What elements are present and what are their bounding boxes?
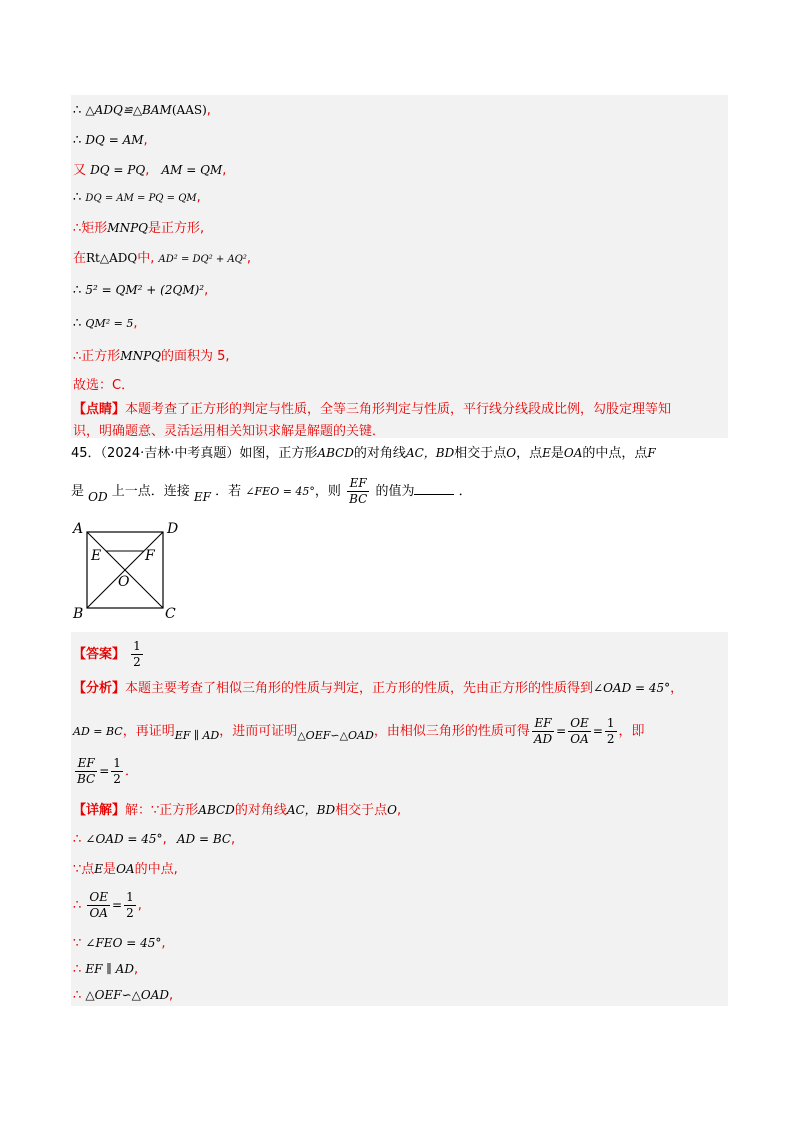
answer-fraction: [131, 639, 143, 670]
question-source: （2024·吉林·中考真题）如图，正方形: [100, 446, 318, 461]
formula: ∠OAD = 45°: [593, 681, 671, 695]
formula: E: [94, 862, 104, 876]
label-d: D: [167, 521, 179, 537]
punct: ,: [143, 133, 148, 148]
comment-line-1: [73, 399, 671, 421]
denominator: BC: [349, 492, 368, 506]
text: 的对角线: [234, 803, 287, 818]
therefore-symbol: ∴: [73, 316, 82, 331]
analysis-line-3: [73, 752, 138, 791]
text: ，再证明: [122, 724, 175, 739]
formula: ∠FEO = 45°: [245, 485, 315, 498]
formula: AD² = DQ² + AQ²: [158, 254, 247, 265]
proof-line: [73, 279, 208, 302]
analysis-tag: 【分析】: [73, 681, 126, 696]
numerator: OE: [89, 890, 109, 904]
text: 是正方形,: [147, 221, 205, 236]
text: 是: [103, 862, 117, 877]
because-symbol: ∵点: [73, 862, 95, 877]
text: ，进而可证明: [219, 724, 298, 739]
detail-line-7: [73, 984, 173, 1007]
text: 的中点,: [134, 862, 178, 877]
punct: ,: [162, 832, 167, 847]
numerator: EF: [75, 756, 97, 772]
label-b: B: [73, 606, 84, 622]
text: 相交于点: [335, 803, 388, 818]
answer-tag: 【答案】: [73, 647, 126, 662]
punct: ,: [133, 962, 139, 977]
label-c: C: [165, 606, 176, 622]
punct: ,: [246, 251, 252, 266]
punct: ,: [145, 163, 150, 178]
fraction: [532, 716, 554, 747]
therefore-symbol: ∴: [73, 133, 82, 148]
analysis-text: 本题主要考查了相似三角形的性质与判定，正方形的性质，先由正方形的性质得到: [125, 681, 594, 696]
numerator: OE: [570, 716, 589, 730]
formula: OA: [116, 862, 135, 876]
punct: ,: [168, 988, 174, 1003]
document-page: [71, 0, 728, 1132]
fraction: [75, 756, 97, 787]
punct: ，: [670, 681, 684, 696]
numerator: 1: [133, 639, 141, 653]
therefore-symbol: ∴: [73, 832, 82, 847]
text: ∴矩形: [73, 221, 108, 236]
equals: =: [556, 724, 567, 738]
denominator: 2: [133, 655, 141, 669]
answer-blank: [414, 482, 454, 495]
formula: AD = BC: [73, 725, 123, 738]
question-line-2: [71, 476, 472, 507]
formula: OD: [88, 490, 108, 504]
denominator: 2: [126, 906, 134, 920]
text: ，由相似三角形的性质可得: [373, 724, 530, 739]
therefore-symbol: ∴: [73, 103, 82, 118]
therefore-symbol: ∴: [73, 283, 82, 298]
punct: ,: [222, 163, 227, 178]
label-f: F: [145, 548, 155, 564]
punct: ,: [396, 803, 402, 818]
formula: 5² = QM² + (2QM)²: [85, 283, 205, 297]
therefore-symbol: ∴: [73, 962, 82, 977]
formula: AM = QM: [161, 163, 223, 177]
solution-block: [71, 632, 728, 1006]
solution-continuation-block: [71, 95, 728, 438]
proof-line-congruent: [73, 99, 211, 122]
analysis-line-2: [73, 714, 645, 749]
formula: △OEF∽△OAD: [297, 729, 374, 742]
denominator: OA: [89, 906, 108, 920]
punct: ,: [204, 283, 209, 298]
formula: (AAS): [171, 103, 207, 117]
denominator: 2: [113, 772, 121, 786]
text: 的中点，点: [582, 446, 648, 461]
formula: E: [542, 446, 551, 460]
detail-line-2: [73, 828, 235, 851]
proof-line: [73, 313, 137, 335]
formula: △ADQ≌△BAM: [85, 103, 172, 117]
proof-line-pythagoras: [73, 247, 251, 271]
fraction: [605, 716, 617, 747]
punct: ．: [458, 484, 472, 499]
square-diagram: [71, 518, 186, 626]
formula: DQ = AM = PQ = QM: [85, 193, 197, 204]
comment-tag: 【点睛】: [73, 402, 126, 417]
formula: AC，BD: [286, 803, 336, 817]
detail-line-4: [73, 886, 142, 925]
answer-line: [73, 638, 145, 672]
formula: OA: [563, 446, 583, 460]
text: 上一点．连接: [111, 484, 190, 499]
punct: ．: [124, 764, 138, 779]
numerator: EF: [347, 476, 369, 492]
detail-line-6: [73, 958, 138, 981]
proof-line: [73, 345, 230, 368]
text: 解：∵正方形: [125, 803, 199, 818]
formula: EF ∥ AD: [85, 962, 134, 976]
formula: AD = BC: [176, 832, 232, 846]
therefore-symbol: ∴: [73, 898, 82, 913]
denominator: OA: [570, 732, 589, 746]
formula: △OEF∽△OAD: [85, 988, 169, 1002]
denominator: AD: [533, 732, 553, 746]
formula: ABCD: [317, 446, 354, 460]
because-symbol: ∵: [73, 936, 82, 951]
numerator: 1: [113, 756, 121, 770]
detail-line-5: [73, 932, 166, 955]
formula: MNPQ: [120, 349, 161, 363]
formula: EF: [193, 490, 212, 504]
formula: DQ = AM: [85, 133, 144, 147]
denominator: BC: [77, 772, 96, 786]
formula: Rt△ADQ: [86, 251, 138, 265]
punct: ,: [206, 103, 211, 118]
fraction: [568, 716, 591, 747]
formula: O: [387, 803, 397, 817]
fraction: [87, 890, 110, 921]
text: 是: [71, 484, 85, 499]
detail-line-1: [73, 799, 401, 822]
text: ，点: [516, 446, 543, 461]
therefore-symbol: ∴: [73, 988, 82, 1003]
label-a: A: [73, 521, 84, 537]
label-e: E: [91, 548, 102, 564]
text: 又: [73, 163, 87, 178]
formula: ∠OAD = 45°: [85, 832, 163, 846]
numerator: 1: [606, 716, 615, 730]
text: ∴正方形: [73, 349, 121, 364]
text: 的面积为 5,: [160, 349, 230, 364]
equals: =: [99, 764, 110, 778]
formula: QM² = 5: [85, 317, 134, 330]
text: 在: [73, 251, 87, 266]
punct: ,: [133, 316, 138, 331]
text: 是: [550, 446, 564, 461]
text: ，即: [618, 724, 645, 739]
question-line-1: [71, 442, 656, 465]
detail-line-3: [73, 858, 178, 881]
denominator: 2: [606, 732, 615, 746]
punct: ,: [137, 898, 142, 913]
text: 的值为: [375, 484, 415, 499]
formula: F: [647, 446, 656, 460]
formula: ABCD: [198, 803, 235, 817]
proof-line: [73, 187, 201, 210]
fraction: [347, 476, 369, 507]
text: 相交于点: [454, 446, 507, 461]
punct: ,: [231, 832, 236, 847]
proof-line: [73, 217, 204, 240]
fraction: [124, 890, 136, 921]
detail-tag: 【详解】: [73, 803, 126, 818]
formula: O: [506, 446, 517, 460]
formula: AC，BD: [405, 446, 455, 460]
fraction: [111, 756, 123, 787]
numerator: EF: [532, 716, 554, 732]
answer-choice-line: 故选：C．: [73, 378, 135, 393]
equals: =: [592, 724, 603, 738]
proof-line: [73, 129, 148, 152]
punct: ,: [196, 190, 201, 205]
proof-line: [73, 159, 226, 182]
numerator: 1: [126, 890, 134, 904]
punct: ,: [161, 936, 166, 951]
analysis-line-1: [73, 677, 683, 700]
label-o: O: [118, 574, 130, 590]
formula: MNPQ: [107, 221, 148, 235]
formula: DQ = PQ: [90, 163, 146, 177]
text: ．若: [215, 484, 242, 499]
therefore-symbol: ∴: [73, 190, 82, 205]
equals: =: [112, 898, 123, 912]
question-number: 45．: [71, 446, 101, 461]
comment-text: 本题考查了正方形的判定与性质，全等三角形判定与性质，平行线分线段成比例，勾股定理等知: [125, 402, 672, 417]
formula: ∠FEO = 45°: [85, 936, 162, 950]
comment-line-2: 识，明确题意、灵活运用相关知识求解是解题的关键．: [73, 424, 386, 439]
text: 中,: [137, 251, 155, 266]
text: 的对角线: [353, 446, 406, 461]
formula: EF ∥ AD: [174, 729, 220, 742]
text: ，则: [314, 484, 341, 499]
